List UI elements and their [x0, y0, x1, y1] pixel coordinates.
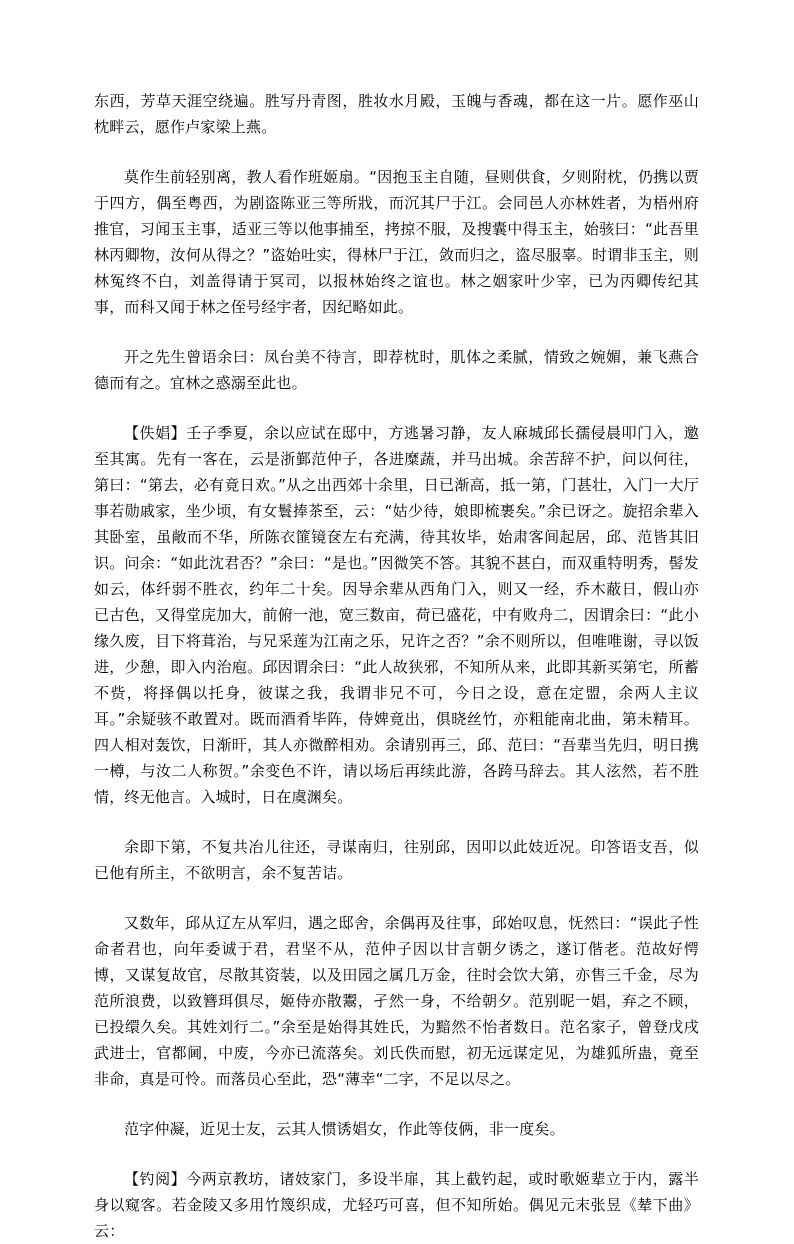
paragraph-continuation: 东西，芳草天涯空绕遍。胜写丹青图，胜妆水月殿，玉魄与香魂，都在这一片。愿作巫山枕畔云，愿作卢家梁上燕。 — [94, 92, 699, 136]
paragraph-failed-exam: 余即下第，不复共冶儿往还，寻谋南归，往别邱，因叩以此妓近况。印答语支吾，似已他有所主，不欲明言，余不复苦诘。 — [94, 838, 699, 882]
paragraph-years-later: 又数年，邱从辽左从军归，遇之邸舍，余偶再及往事，邱始叹息，怃然曰：“误此子性命者君也，向年委诚于君，君坚不从，范仲子因以甘言朝夕诱之，遂订偕老。范故好愕博，又谋复故官，尽散其资装，以及田园之属几万金，往时会饮大第，亦售三千金，尽为范所浪费，以致簪珥俱尽，姬侍亦散鬻，孑然一身，不给朝夕。范别昵一娼，弃之不顾，已投缳久矣。其姓刘行二。”余至是始得其姓氏，为黯然不怡者数日。范名家子，曾登戊戌武进士，官都阃，中废，今亦已流落矣。刘氏佚而慰，初无远谋定见，为雄狐所蛊，竟至非命，真是可怜。而落员心至此，恐“薄幸“二字，不足以尽之。 — [94, 914, 699, 1088]
paragraph-diaoyue: 【钓阅】今两京教坊，诸妓家门，多设半扉，其上截钓起，或时歌姬辈立于内，露半身以窥客。若金陵又多用竹篾织成，尤轻巧可喜，但不知所始。偶见元末张昱《辇下曲》云： — [94, 1170, 699, 1240]
document-page — [94, 88, 699, 1244]
paragraph-kaizhi-remark: 开之先生曾语余曰：凤台美不待言，即荐枕时，肌体之柔腻，情致之婉媚，兼飞燕合德而有之。宜林之惑溺至此也。 — [94, 348, 699, 392]
paragraph-fan-zhongning: 范字仲凝，近见士友，云其人惯诱娼女，作此等伎俩，非一度矣。 — [124, 1120, 565, 1138]
paragraph-jade-tablet-story: 莫作生前轻别离，教人看作班姬扇。“因抱玉主自随，昼则供食，夕则附枕，仍携以贾于四方，偶至粤西，为剧盗陈亚三等所戕，而沉其尸于江。会同邑人亦林姓者，为梧州府推官，习闻玉主事，适亚三等以他事捕至，拷掠不服，及搜囊中得玉主，始骇曰：“此吾里林丙卿物，汝何从得之？”盗始吐实，得林尸于江，敛而归之，盗尽服辜。时谓非玉主，则林冤终不白，刘盖得请于冥司，以报林始终之谊也。林之姻家叶少宰，已为丙卿传纪其事，而科又闻于林之侄号经宇者，因纪略如此。 — [94, 168, 699, 316]
paragraph-yichang: 【佚娼】壬子季夏，余以应试在邸中，方逃暑习静，友人麻城邱长孺侵晨叩门入，邀至其寓。先有一客在，云是浙鄞范仲子，各进糜蔬，并马出城。余苦辞不护，问以何往，第曰：“第去，必有竟日欢。”从之出西郊十余里，日已渐高，抵一第，门甚壮，入门一大厅事若勋戚家，坐少顷，有女鬟捧茶至，云：“姑少待，娘即梳裹矣。”余已讶之。旋招余辈入其卧室，虽敞而不华，所陈衣篚镜奁左右充满，待其妆毕，始肃客间起居，邱、范皆其旧识。问余：“如此沈君否？”余曰：“是也。”因微笑不答。其貌不甚白，而双重特明秀，髻发如云，体纤弱不胜衣，约年二十矣。因导余辈从西角门入，则又一经，乔木蔽日，假山亦已古色，又得堂庑加大，前俯一池，宽三数亩，荷已盛花，中有败舟二，因谓余曰：“此小缘久废，目下将葺治，与兄采莲为江南之乐，兄许之否？”余不则所以，但唯唯谢，寻以饭进，少憩，即入内治庖。邱因谓余曰：“此人故狭邪，不知所从来，此即其新买第宅，所蓄不赀，将择偶以托身，彼谋之我，我谓非兄不可，今日之设，意在定盟，余两人主议耳。”余疑骇不敢置对。既而酒肴毕阵，侍婢竟出，俱晓丝竹，亦粗能南北曲，第未精耳。四人相对轰饮，日渐旰，其人亦微醉相劝。余请别再三，邱、范曰：“吾辈当先归，明日携一樽，与汝二人称贺。”余变色不许，请以场后再续此游，各跨马辞去。其人泫然，若不胜情，终无他言。入城时，日在虞渊矣。 — [94, 424, 699, 806]
